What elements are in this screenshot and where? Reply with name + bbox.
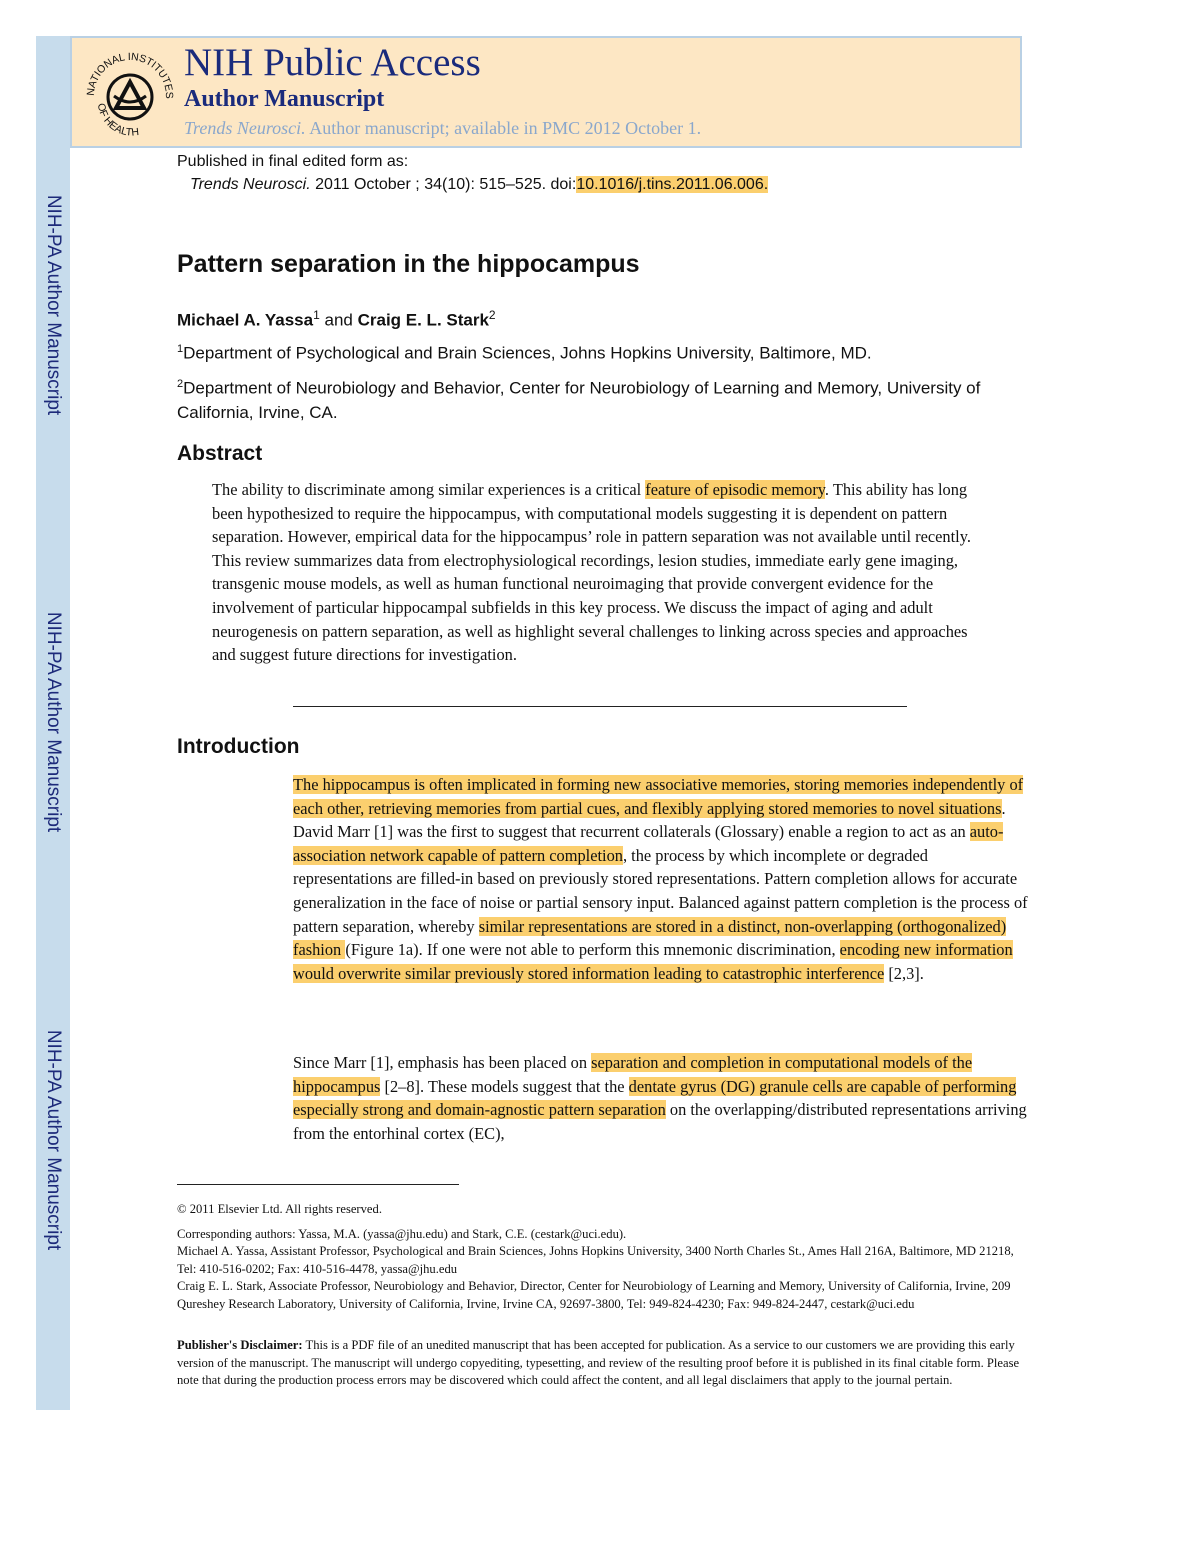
intro-paragraph-2: Since Marr [1], emphasis has been placed on separation and completion in computational models of the hippocampus [2–8]. These models suggest that the dentate gyrus (DG) granule cells are capable of performing especially strong and domain-agnostic pattern separation on the overlapping/distributed representations arriving from the entorhinal cortex (EC),: [293, 1053, 1027, 1143]
abstract-divider: [293, 706, 907, 707]
availability-line: Trends Neurosci. Author manuscript; available in PMC 2012 October 1.: [184, 118, 702, 138]
author-line: Michael A. Yassa$^1$ and Craig E. L. Stark$^2$: [177, 308, 496, 330]
article-title: Pattern separation in the hippocampus: [177, 250, 640, 278]
nih-public-access-title: NIH Public Access: [184, 41, 481, 84]
introduction-heading: Introduction: [177, 735, 300, 758]
svg-text:NATIONAL INSTITUTES: NATIONAL INSTITUTES: [84, 50, 176, 99]
publisher-disclaimer: Publisher's Disclaimer: This is a PDF file of an unedited manuscript that has been accepted for publication. As a service to our customers we are providing this early version of the manuscript. The manuscript will undergo copyediting, typesetting, and review of the resulting proof before it is published in its final citable form. Please note that during the production process errors may be discovered which could affect the content, and all legal disclaimers that apply to the journal pertain.: [177, 1338, 1020, 1387]
abstract-text: The ability to discriminate among similar experiences is a critical feature of episodic memory. This ability has long been hypothesized to require the hippocampus, with computational models suggesting it is dependent on pattern separation. However, empirical data for the hippocampus’ role in pattern separation was not available until recently. This review summarizes data from electrophysiological recordings, lesion studies, immediate early gene imaging, transgenic mouse models, as well as human functional neuroimaging that provide convergent evidence for the involvement of particular hippocampal subfields in this key process. We discuss the impact of aging and adult neurogenesis on pattern separation, as well as highlight several challenges to linking across species and approaches and suggest future directions for investigation.: [212, 480, 971, 665]
footnote-divider: [177, 1184, 459, 1185]
author-manuscript-label: Author Manuscript: [184, 86, 385, 112]
corresponding-authors-note: Corresponding authors: Yassa, M.A. (yassa@jhu.edu) and Stark, C.E. (cestark@uci.edu).: [177, 1227, 627, 1241]
doi-link[interactable]: 10.1016/j.tins.2011.06.006.: [576, 176, 769, 193]
nih-header: [70, 36, 1022, 148]
affiliation-2: $^2$Department of Neurobiology and Behavior, Center for Neurobiology of Learning and Memory, University of California, Irvine, CA.: [177, 378, 981, 422]
stark-contact: Craig E. L. Stark, Associate Professor, Neurobiology and Behavior, Director, Center for Neurobiology of Learning and Memory, University of California, Irvine, 209 Qureshey Research Laboratory, University of California, Irvine, Irvine CA, 92697-3800, Tel: 949-824-4230; Fax: 949-824-2447, cestark@uci.edu: [177, 1279, 1011, 1311]
yassa-contact: Michael A. Yassa, Assistant Professor, Psychological and Brain Sciences, Johns Hopkins University, 3400 North Charles St., Ames Hall 216A, Baltimore, MD 21218, Tel: 410-516-0202; Fax: 410-516-4478, yassa@jhu.edu: [177, 1244, 1014, 1276]
svg-text:OF HEALTH: OF HEALTH: [94, 102, 140, 139]
affiliation-1: $^1$Department of Psychological and Brain Sciences, Johns Hopkins University, Baltimore, MD.: [177, 343, 872, 363]
published-label: Published in final edited form as:: [177, 153, 409, 170]
abstract-heading: Abstract: [177, 442, 263, 465]
citation-line: Trends Neurosci. 2011 October ; 34(10): 515–525. doi:10.1016/j.tins.2011.06.006.: [190, 176, 769, 193]
nih-logo-icon: [80, 42, 180, 142]
intro-paragraph-1: The hippocampus is often implicated in forming new associative memories, storing memories independently of each other, retrieving memories from partial cues, and flexibly applying stored memories to novel situations. David Marr [1] was the first to suggest that recurrent collaterals (Glossary) enable a region to act as an auto-association network capable of pattern completion, the process by which incomplete or degraded representations are filled-in based on previously stored representations. Pattern completion allows for accurate generalization in the face of noise or partial sensory input. Balanced against pattern completion is the process of pattern separation, whereby similar representations are stored in a distinct, non-overlapping (orthogonalized) fashion (Figure 1a). If one were not able to perform this mnemonic discrimination, encoding new information would overwrite similar previously stored information leading to catastrophic interference [2,3].: [293, 775, 1028, 983]
copyright-note: © 2011 Elsevier Ltd. All rights reserved.: [177, 1202, 382, 1216]
